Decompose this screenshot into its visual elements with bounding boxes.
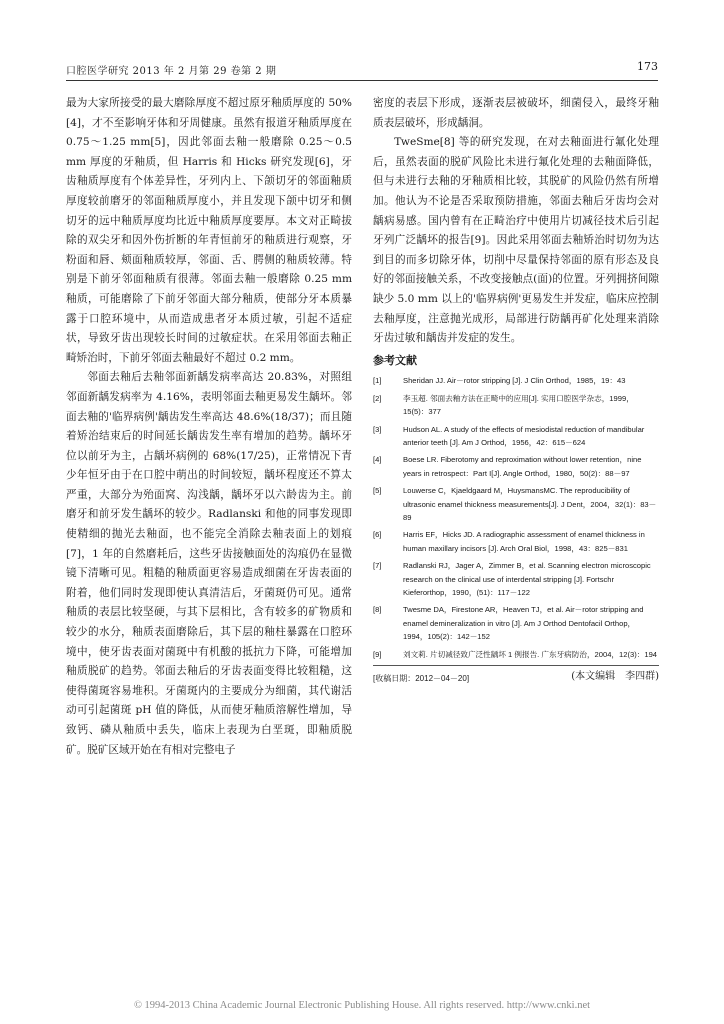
reference-item [373,453,659,480]
reference-number: [5] [373,486,382,496]
reference-item [373,423,659,450]
paragraph: 密度的表层下形成，逐渐表层被破坏，细菌侵入，最终牙釉质表层破坏，形成龋洞。 [373,97,659,129]
reference-number: [3] [373,424,382,434]
reference-text: Harris EF，Hicks JD. A radiographic assessment of enamel thickness in human maxillary incisors [J]. Arch Oral Biol，1998，43：825－831 [403,530,645,553]
article-footnote [373,665,659,684]
references-heading: 参考文献 [373,353,417,367]
reference-item [373,374,659,387]
page-number: 173 [637,60,658,73]
reference-number: [1] [373,376,382,386]
paragraph: 邻面去釉后去釉邻面新龋发病率高达 20.83%，对照组邻面新龋发病率为 4.16%，表明邻面去釉更易发生龋坏。邻面去釉的'临界病例'龋齿发生率高达 48.6%(18/37)；而且随着矫治结束后的时间延长龋齿发生率有增加的趋势。龋坏牙位以前牙为主，占龋坏病例的 68%(17/25)，正常情况下青少年恒牙由于在口腔中萌出的时间较短，龋坏程度还不算太严重，大部分为殆面窝、沟浅龋，龋坏牙以六龄齿为主。前磨牙和前牙发生龋坏的较少。Radlanski 和他的同事发现即使精细的抛光去釉面，也不能完全消除去釉表面上的划痕[7]，1 年的自然磨耗后，这些牙齿接触面处的沟痕仍在显微镜下清晰可见。粗糙的釉质面更容易造成细菌在牙齿表面的附着，他们同时发现即使认真清洁后，牙菌斑仍可见。通常釉质的表层比较坚硬，与其下层相比，含有较多的矿物质和较少的水分，釉质表面磨除后，其下层的釉柱暴露在口腔环境中，使牙齿表面对菌斑中有机酸的抵抗力下降，可能增加釉质脱矿的趋势。邻面去釉后的牙齿表面变得比较粗糙，这使得菌斑容易堆积。牙菌斑内的主要成分为细菌，其代谢活动可引起菌斑 pH 值的降低，从而使牙釉质溶解性增加，导致钙、磷从釉质中丢失，临床上表现为白垩斑，即釉质脱矿。脱矿区域开始在有相对完整电子 [66,371,352,756]
reference-item [373,559,659,599]
reference-text: Louwerse C，Kjaeldgaard M，HuysmansMC. The reproducibility of ultrasonic enamel thickness measurements[J]. J Dent，2004，32(1)：83－89 [403,486,657,522]
reference-item [373,392,659,419]
reference-text: Hudson AL. A study of the effects of mesiodistal reduction of mandibular anterior teeth [J]. Am J Orthod，1956，42：615－624 [403,424,645,447]
reference-number: [7] [373,561,382,571]
reference-item [373,528,659,555]
reference-item [373,603,659,643]
editor-note: (本文编辑 李四群) [571,671,659,683]
reference-text: Twesme DA，Firestone AR，Heaven TJ，et al. Air－rotor stripping and enamel demineralization in vitro [J]. Am J Orthod Dentofacil Orthop，1994，105(2)：142－152 [403,605,644,642]
reference-number: [2] [373,393,382,403]
reference-number: [9] [373,649,382,659]
reference-number: [6] [373,530,382,540]
paragraph: 最为大家所接受的最大磨除厚度不超过原牙釉质厚度的 50%[4]，才不至影响牙体和牙周健康。虽然有报道牙釉质厚度在 0.75～1.25 mm[5]，因此邻面去釉一般磨除 0.25～0.5 mm 厚度的牙釉质，但 Harris 和 Hicks 研究发现[6]，牙齿釉质厚度有个体差异性，牙列内上、下颌切牙的邻面釉质厚度较前磨牙的邻面釉质厚度小，并且发现下颌中切牙和侧切牙的远中釉质厚度均比近中釉质厚度要厚。本文对正畸拔除的双尖牙和因外伤折断的年青恒前牙的釉质进行观察，牙粉面和唇、颊面釉质较厚，邻面、舌、腭侧的釉质较薄。特别是下前牙邻面釉质有很薄。邻面去釉一般磨除 0.25 mm 釉质，可能磨除了下前牙邻面大部分釉质，使部分牙本质暴露于口腔环境中，从而造成患者牙本质过敏，引起不适症状，导致牙齿出现较长时间的过敏症状。在采用邻面去釉正畸矫治时，下前牙邻面去釉最好不超过 0.2 mm。 [66,97,352,364]
reference-number: [4] [373,455,382,465]
reference-list [373,374,659,661]
copyright-footer: © 1994-2013 China Academic Journal Electronic Publishing House. All rights reserved. http://www.cnki.net [133,1000,591,1011]
right-column [373,94,659,684]
reference-text: 刘文莉. 片切减径致广泛性龋坏 1 例报告. 广东牙病防治，2004，12(3)：194 [403,649,658,659]
left-column [66,94,352,760]
reference-text: Radlanski RJ，Jager A，Zimmer B，et al. Scanning electron microscopic research on the clinical use of interdental stripping [J]. Fortschr Kieferorthop，1990，(51)：117－122 [403,561,651,597]
received-date: [收稿日期：2012－04－20] [373,674,470,684]
reference-number: [8] [373,605,382,615]
reference-item [373,648,659,661]
journal-running-title: 口腔医学研究 2013 年 2 月第 29 卷第 2 期 [66,66,277,77]
reference-text: Boese LR. Fiberotomy and reproximation without lower retention，nine years in retrospect：Part I[J]. Angle Orthod，1980，50(2)：88－97 [403,455,642,478]
reference-text: Sheridan JJ. Air－rotor stripping [J]. J Clin Orthod，1985，19：43 [403,376,626,386]
page-header [66,58,658,81]
paragraph: TweSme[8] 等的研究发现，在对去釉面进行氟化处理后，虽然表面的脱矿风险比未进行氟化处理的去釉面降低，但与未进行去釉的牙釉质相比较，其脱矿的风险仍然有所增加。他认为不论是否采取预防措施，邻面去釉后牙齿均会对龋病易感。国内曾有在正畸治疗中使用片切减径技术后引起牙列广泛龋坏的报告[9]。因此采用邻面去釉矫治时切勿为达到目的而多切除牙体，切削中尽量保持邻面的原有形态及良好的邻面接触关系，不改变接触点(面)的位置。牙列拥挤间隙缺少 5.0 mm 以上的'临界病例'更易发生并发症，临床应控制去釉厚度，注意抛光成形，局部进行防龋再矿化处理来消除牙齿过敏和龋齿并发症的发生。 [373,136,659,345]
reference-item [373,484,659,524]
reference-text: 李玉超. 邻面去釉方法在正畸中的应用[J]. 实用口腔医学杂志，1999，15(5)：377 [403,393,634,417]
